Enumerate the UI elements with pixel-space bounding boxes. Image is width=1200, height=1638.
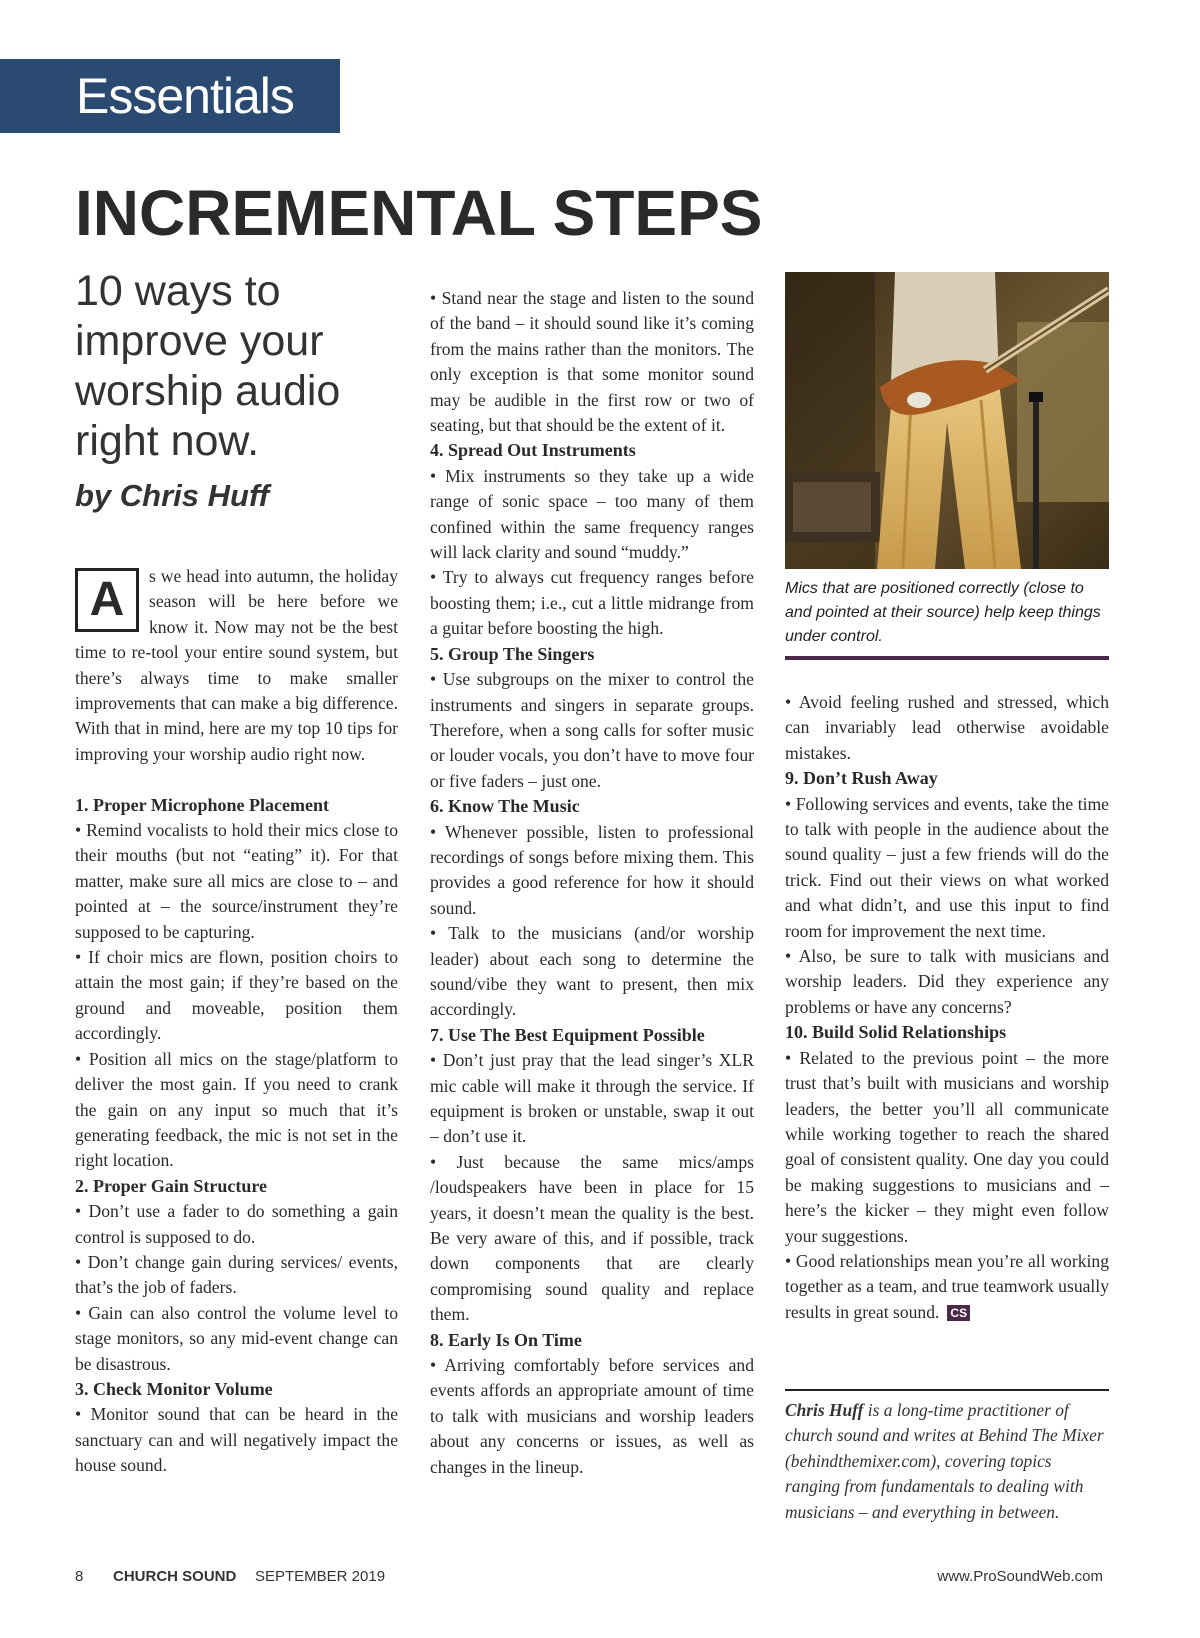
bio-divider xyxy=(785,1389,1109,1391)
tip-6-item: • Talk to the musicians (and/or worship leader) about each song to determine the sound/vibe they want to present, then mix accordingly. xyxy=(430,923,754,1020)
tip-9-heading: 9. Don’t Rush Away xyxy=(785,768,938,789)
tip-7-item: • Don’t just pray that the lead singer’s XLR mic cable will make it through the service. If equipment is broken or unstable, swap it out – don’t use it. xyxy=(430,1050,754,1147)
tip-8-item: • Arriving comfortably before services and events affords an appropriate amount of time to talk with musicians and worship leaders about any concerns or issues, as well as changes in the lineup. xyxy=(430,1355,754,1477)
tip-10-item: • Good relationships mean you’re all working together as a team, and true teamwork usually results in great sound. xyxy=(785,1250,1109,1322)
tip-1-item: • If choir mics are flown, position choirs to attain the most gain; if they’re based on the ground and moveable, position them accordingly. xyxy=(75,947,398,1044)
tip-9-item: • Following services and events, take the time to talk with people in the audience about the sound quality – just a few friends will do the trick. Find out their views on what worked and what didn’t, and use this input to find room for improvement the next time. xyxy=(785,793,1109,941)
article-headline: INCREMENTAL STEPS xyxy=(75,177,763,249)
tip-3-heading: 3. Check Monitor Volume xyxy=(75,1378,273,1399)
tip-2-item: • Gain can also control the volume level to stage monitors, so any mid-event change can be disastrous. xyxy=(75,1302,398,1374)
website-url: www.ProSoundWeb.com xyxy=(937,1568,1103,1585)
tip-8-item: • Avoid feeling rushed and stressed, which can invariably lead otherwise avoidable mistakes. xyxy=(785,692,1109,763)
tip-1-heading: 1. Proper Microphone Placement xyxy=(75,794,329,815)
tip-2-item: • Don’t use a fader to do something a gain control is supposed to do. xyxy=(75,1201,398,1247)
tip-4-heading: 4. Spread Out Instruments xyxy=(430,440,636,461)
intro-text: s we head into autumn, the holiday season will be here before we know it. Now may not be the best time to re-tool your entire sound system, but there’s always time to make smaller improvements that can make a big difference. With that in mind, here are my top 10 tips for improving your worship audio right now. xyxy=(75,566,398,764)
tip-3-item: • Monitor sound that can be heard in the sanctuary can and will negatively impact the house sound. xyxy=(75,1404,398,1476)
tip-2-heading: 2. Proper Gain Structure xyxy=(75,1175,267,1196)
author-bio xyxy=(785,1398,1109,1525)
drop-cap: A xyxy=(75,568,139,632)
tip-7-item: • Just because the same mics/amps /loudspeakers have been in place for 15 years, it doesn’t mean the quality is the best. Be very aware of this, and if possible, track down components that are clearly compromising sound quality and replace them. xyxy=(430,1151,754,1325)
tip-10-last-paragraph xyxy=(785,1249,1109,1325)
issue-date: SEPTEMBER 2019 xyxy=(255,1568,386,1585)
tip-7-heading: 7. Use The Best Equipment Possible xyxy=(430,1024,705,1045)
intro-paragraph xyxy=(75,564,398,767)
page-number: 8 xyxy=(75,1568,84,1585)
tip-5-heading: 5. Group The Singers xyxy=(430,643,595,664)
tip-10-heading: 10. Build Solid Relationships xyxy=(785,1022,1007,1043)
bass-player-photo xyxy=(785,272,1109,569)
caption-divider xyxy=(785,656,1109,660)
author-name: Chris Huff xyxy=(785,1400,864,1420)
photo-caption: Mics that are positioned correctly (close to and pointed at their source) help keep things under control. xyxy=(785,580,1101,645)
tip-10-item: • Related to the previous point – the more trust that’s built with musicians and worship leaders, the better you’ll all communicate while working together to reach the shared goal of consistent quality. One day you could be making suggestions to musicians and – here’s the kicker – they might even follow your suggestions. xyxy=(785,1047,1109,1246)
column-2 xyxy=(430,286,754,1480)
tip-1-item: • Remind vocalists to hold their mics close to their mouths (but not “eating” it). For that matter, make sure all mics are close to – and pointed at – the source/instrument they’re supposed to be capturing. xyxy=(75,820,398,942)
column-1 xyxy=(75,564,398,1479)
tip-8-heading: 8. Early Is On Time xyxy=(430,1329,582,1350)
tip-6-heading: 6. Know The Music xyxy=(430,796,580,817)
tip-6-item: • Whenever possible, listen to professional recordings of songs before mixing them. This provides a good reference for how it should sound. xyxy=(430,821,754,918)
tip-2-item: • Don’t change gain during services/ events, that’s the job of faders. xyxy=(75,1251,398,1298)
tip-1-item: • Position all mics on the stage/platform to deliver the most gain. If you need to crank the gain on any input so much that it’s generating feedback, the mic is not set in the right location. xyxy=(75,1048,398,1171)
byline: by Chris Huff xyxy=(75,478,270,513)
author-bio-text: is a long-time practitioner of church sound and writes at Behind The Mixer (behindthemixer.com), covering topics ranging from fundamentals to dealing with musicians – and everything in between. xyxy=(785,1400,1104,1522)
end-mark: CS xyxy=(947,1305,970,1321)
section-tab-label: Essentials xyxy=(76,68,294,124)
publication-name: CHURCH SOUND xyxy=(113,1568,237,1585)
tip-3-item: • Stand near the stage and listen to the sound of the band – it should sound like it’s coming from the mains rather than the monitors. The only exception is that some monitor sound may be audible in the first row or two of seating, but that should be the extent of it. xyxy=(430,288,754,436)
column-3 xyxy=(785,690,1109,1325)
section-tab xyxy=(0,59,340,133)
tip-4-item: • Try to always cut frequency ranges before boosting them; i.e., cut a little midrange from a guitar before boosting the high. xyxy=(430,567,754,639)
tip-4-item: • Mix instruments so they take up a wide range of sonic space – too many of them confined within the same frequency ranges will lack clarity and sound “muddy.” xyxy=(430,465,754,563)
article-deck: 10 ways to improve your worship audio right now. xyxy=(75,267,341,465)
tip-9-item: • Also, be sure to talk with musicians and worship leaders. Did they experience any problems or have any concerns? xyxy=(785,946,1109,1017)
tip-5-item: • Use subgroups on the mixer to control the instruments and singers in separate groups. Therefore, when a song calls for softer music or louder vocals, you don’t have to move four or five faders – just one. xyxy=(430,669,754,791)
